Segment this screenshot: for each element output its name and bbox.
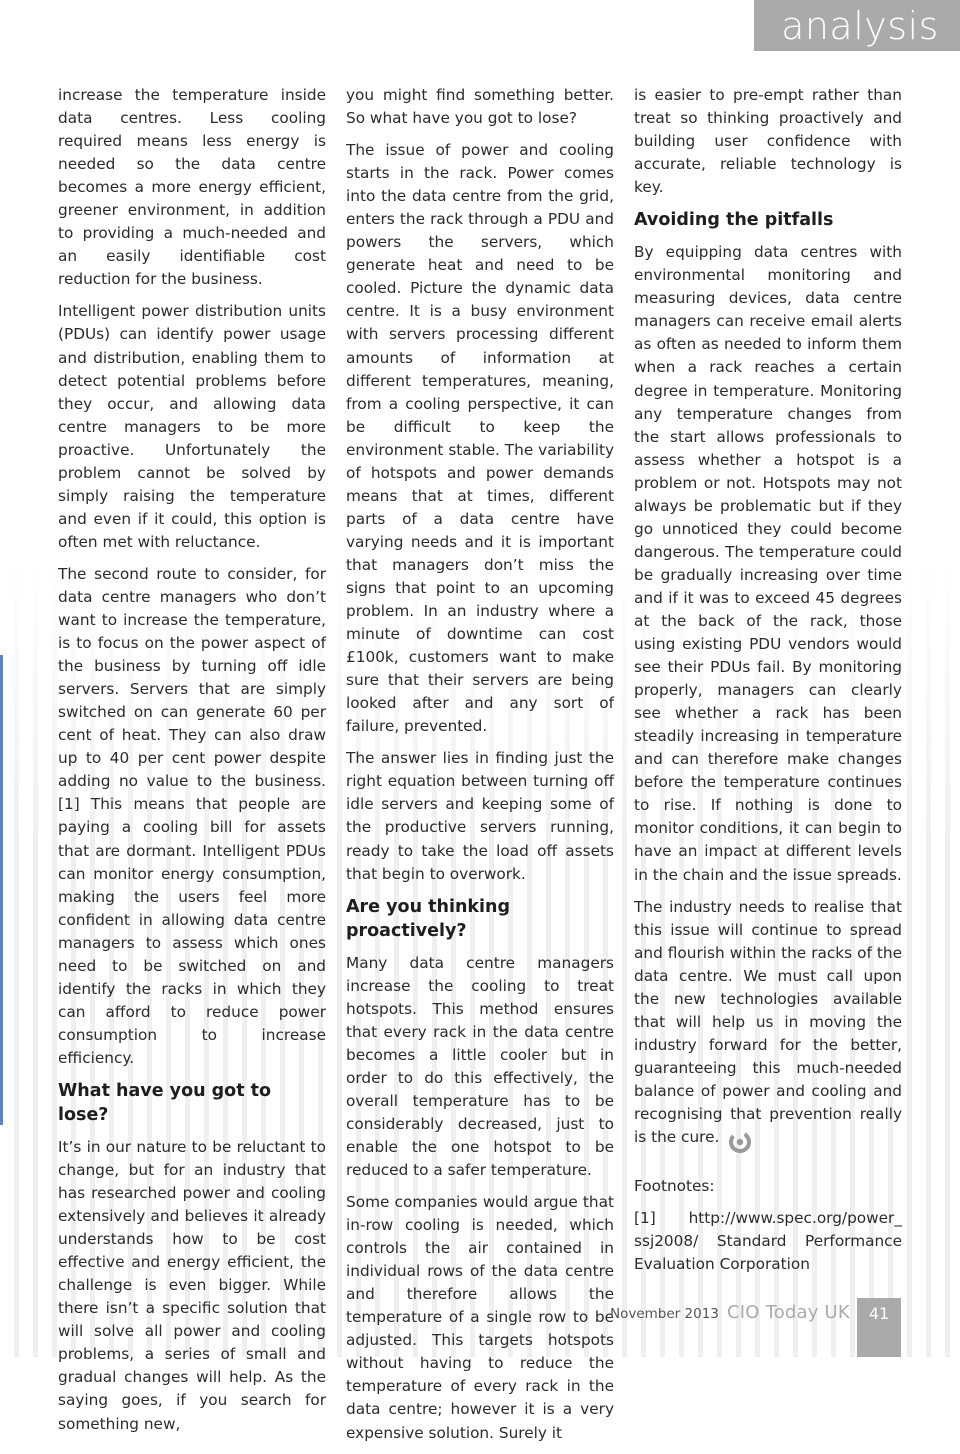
paragraph: It’s in our nature to be reluctant to change, but for an industry that has researched power and cooling extensively and believes it already understands how to be cost effective and energy efficient, the challenge is even bigger. While there isn’t a specific solution that will solve all power and cooling problems, a series of small and gradual changes will help. As the saying goes, if you search for something new, xyxy=(58,1137,326,1433)
closing-paragraph xyxy=(634,896,902,1150)
paragraph: increase the temperature inside data centres. Less cooling required means less energy is needed so the data centre becomes a more energy efficient, greener environment, in addition to providing a much-needed and an easily identifiable cost reduction for the business. xyxy=(58,86,326,289)
end-of-article-icon xyxy=(729,1131,751,1153)
paragraph: Some companies would argue that in-row cooling is needed, which controls the air contained in individual rows of the data centre and therefore allows the temperature of a single row to be adjusted. This targets hotspots without having to reduce the temperature of every rack in the data centre; however it is a very expensive solution. Surely it xyxy=(346,1193,614,1442)
subheading: Avoiding the pitfalls xyxy=(634,210,834,231)
section-label: analysis xyxy=(754,0,960,51)
article-column-1 xyxy=(58,84,326,1445)
paragraph: The answer lies in finding just the right equation between turning off idle servers and keeping some of the productive servers running, ready to take the load off assets that begin to overwork. xyxy=(346,749,614,883)
subheading: Are you thinking proactively? xyxy=(346,896,511,941)
paragraph: Intelligent power distribution units (PDUs) can identify power usage and distribution, enabling them to detect potential problems before they occur, and allowing data centre managers to be more proactive. Unfortunately the problem cannot be solved by simply raising the temperature and even if it could, this option is often met with reluctance. xyxy=(58,302,326,551)
paragraph: you might find something better. So what have you got to lose? xyxy=(346,86,614,128)
page-number: 41 xyxy=(857,1298,901,1357)
paragraph: The second route to consider, for data centre managers who don’t want to increase the temperature, is to focus on the power aspect of the business by turning off idle servers. Servers that are simply switched on can generate 60 per cent of heat. They can also draw up to 40 per cent power despite adding no value to the business.[1] This means that people are paying a cooling bill for assets that are dormant. Intelligent PDUs can monitor energy consumption, making the users feel more confident in allowing data centre managers to assess which ones need to be switched on and identify the racks in which they can afford to reduce power consumption to increase efficiency. xyxy=(58,564,326,1067)
article-column-2 xyxy=(346,84,614,1454)
article-column-3 xyxy=(634,84,902,1285)
footnote-item: [1] http://www.spec.org/power_ ssj2008/ Standard Performance Evaluation Corporation xyxy=(634,1209,902,1274)
paragraph: By equipping data centres with environmental monitoring and measuring devices, data centre managers can receive email alerts as often as needed to inform them when a rack reaches a certain degree in temperature. Monitoring any temperature changes from the start allows professionals to assess whether a hotspot is a problem or not. Hotspots may not always be problematic but if they go unnoticed they could become dangerous. The temperature could be gradually increasing over time and if it was to exceed 45 degrees at the back of the rack, those using existing PDU vendors would see their PDUs fail. By monitoring properly, managers can clearly see whether a rack has been steadily increasing in temperature and can therefore make changes before the temperature continues to rise. If nothing is done to monitor conditions, it can begin to have an impact at different levels in the chain and the issue spreads. xyxy=(634,243,902,884)
magazine-name: CIO Today UK xyxy=(727,1302,850,1323)
footnotes-label: Footnotes: xyxy=(634,1177,715,1196)
paragraph: Many data centre managers increase the cooling to treat hotspots. This method ensures that every rack in the data centre becomes a little cooler but in order to do this effectively, the overall temperature has to be considerably decreased, just to enable the one hotspot to be reduced to a safer temperature. xyxy=(346,953,614,1180)
issue-date: November 2013 xyxy=(610,1306,719,1322)
paragraph: is easier to pre-empt rather than treat so thinking proactively and building user confidence with accurate, reliable technology is key. xyxy=(634,86,902,197)
paragraph-text: The industry needs to realise that this issue will continue to spread and flourish within the racks of the data centre. We must call upon the new technologies available that will help us in moving the industry forward for the better, guaranteeing this much-needed balance of power and cooling and recognising that prevention really is the cure. xyxy=(634,897,902,1147)
paragraph: The issue of power and cooling starts in the rack. Power comes into the data centre from the grid, enters the rack through a PDU and powers the servers, which generate heat and need to be cooled. Picture the dynamic data centre. It is a busy environment with servers processing different amounts of information at different temperatures, meaning, from a cooling perspective, it can be difficult to keep the environment stable. The variability of hotspots and power demands means that at times, different parts of a data centre have varying needs and it is important that managers don’t miss the signs that point to an upcoming problem. In an industry where a minute of downtime can cost £100k, customers want to make sure that their servers are being looked after and any sort of failure, prevented. xyxy=(346,141,614,736)
subheading: What have you got to lose? xyxy=(58,1080,272,1125)
left-edge-accent xyxy=(0,655,3,1125)
